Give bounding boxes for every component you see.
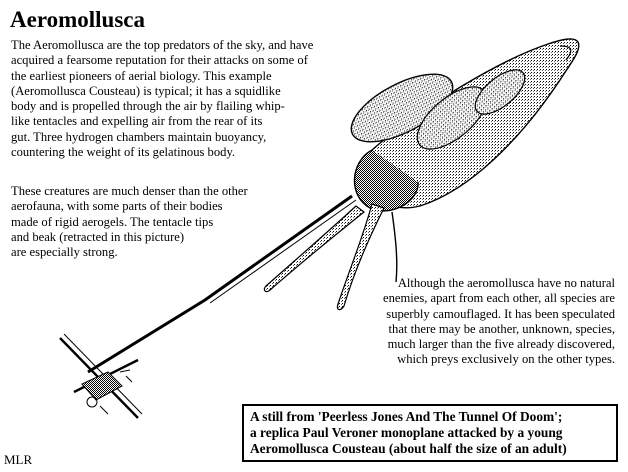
speculation-line: much larger than the five already discovered,	[387, 337, 615, 352]
speculation-line: Although the aeromollusca have no natural	[397, 276, 615, 290]
speculation-line: enemies, apart from each other, all species are	[382, 291, 615, 306]
page-title: Aeromollusca	[10, 7, 146, 32]
speculation-line: which preys exclusively on the other types.	[397, 352, 615, 367]
caption-line: Aeromollusca Cousteau (about half the size of an adult)	[250, 441, 567, 456]
speculation-line: superbly camouflaged. It has been speculated	[386, 306, 615, 321]
squid-body	[341, 39, 579, 211]
speculation-paragraph	[383, 276, 615, 368]
intro-line: like tentacles and expelling air from the rear of its	[11, 114, 263, 129]
density-line: are especially strong.	[11, 245, 118, 260]
density-paragraph	[11, 184, 248, 260]
intro-line: countering the weight of its gelatinous body.	[11, 145, 236, 160]
intro-line: the earliest pioneers of aerial biology. This example	[11, 68, 272, 83]
caption-line: A still from 'Peerless Jones And The Tunnel Of Doom';	[250, 409, 563, 424]
intro-paragraph	[11, 38, 313, 160]
density-line: aerofauna, with some parts of their bodies	[11, 199, 223, 214]
intro-line: body and is propelled through the air by flailing whip-	[11, 99, 285, 114]
intro-line: gut. Three hydrogen chambers maintain buoyancy,	[11, 129, 267, 144]
caption-box	[242, 404, 618, 462]
intro-line: (Aeromollusca Cousteau) is typical; it has a squidlike	[11, 83, 281, 98]
density-line: made of rigid aerogels. The tentacle tips	[11, 214, 214, 229]
intro-line: acquired a fearsome reputation for their attacks on some of	[11, 53, 308, 68]
density-line: These creatures are much denser than the other	[11, 184, 248, 198]
intro-line: The Aeromollusca are the top predators of the sky, and have	[11, 38, 314, 52]
artist-signature: MLR	[4, 452, 33, 467]
short-tentacles	[264, 204, 396, 310]
caption-line: a replica Paul Veroner monoplane attacked by a young	[250, 425, 563, 440]
density-line: and beak (retracted in this picture)	[11, 229, 185, 244]
speculation-line: that there may be another, unknown, species,	[388, 321, 615, 336]
